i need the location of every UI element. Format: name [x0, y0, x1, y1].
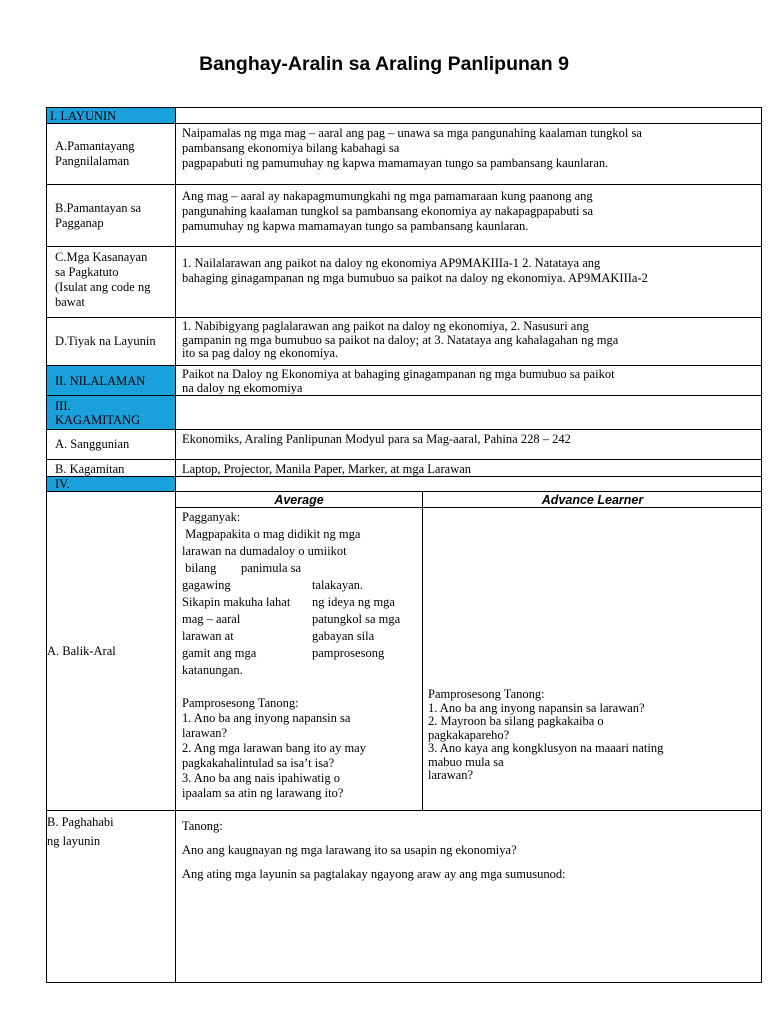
text-line: katanungan. [182, 663, 243, 677]
text-line: Magpapakita o mag didikit ng mga [182, 527, 361, 541]
mga-kasanayan-content [182, 256, 760, 286]
text-line: 1. Ano ba ang inyong napansin sa larawan? [428, 700, 645, 715]
text-line: pagkakapareho? [428, 727, 510, 742]
row-divider [46, 317, 762, 318]
text-line: patungkol sa mga [312, 612, 401, 626]
label-line: KAGAMITANG [55, 412, 141, 427]
row-divider [46, 246, 762, 247]
text-line: 3. Ano ba ang nais ipahiwatig o [182, 771, 340, 785]
nilalaman-content [182, 368, 760, 394]
text-line: Pagganyak: [182, 510, 241, 524]
content-line: pangunahing kaalaman tungkol sa pambansang ekonomiya ay nakapagpapabuti sa [182, 204, 593, 218]
row-divider [46, 810, 762, 811]
label-line: C.Mga Kasanayan [55, 250, 148, 264]
content-line: na daloy ng ekomomiya [182, 380, 303, 394]
label-line: (Isulat ang code ng [55, 280, 151, 294]
content-line: 1. Nabibigyang paglalarawan ang paikot na daloy ng ekonomiya, 2. Nasusuri ang [182, 320, 589, 333]
label-line: sa Pagkatuto [55, 265, 119, 279]
pamantayang-pangnilalaman-label [55, 139, 173, 169]
pamantayan-sa-pagganap-label [55, 201, 173, 231]
text-line: gagawing [182, 578, 231, 592]
text-line: larawan? [428, 768, 474, 782]
pamantayan-sa-pagganap-content [182, 189, 760, 234]
balik-aral-average-pagganyak [180, 510, 420, 682]
paghahabi-content [182, 819, 760, 882]
row-divider [46, 459, 762, 460]
content-line: ito sa pag daloy ng ekonomiya. [182, 346, 339, 360]
content-line: pamumuhay ng kapwa mamamayan tungo sa pambansang kaunlaran. [182, 219, 529, 233]
kagamitan-label: B. Kagamitan [55, 462, 125, 476]
content-line: bahaging ginagampanan ng mga bumubuo sa paikot na daloy ng ekonomiya. AP9MAKIIIa-2 [182, 271, 648, 285]
nilalaman-label: II. NILALAMAN [55, 374, 146, 388]
text-line: Pamprosesong Tanong: [182, 696, 299, 710]
content-line: 1. Nailalarawan ang paikot na daloy ng ekonomiya AP9MAKIIIa-1 2. Natataya ang [182, 256, 601, 270]
label-line: B.Pamantayan sa [55, 201, 142, 215]
mga-kasanayan-label [55, 250, 173, 310]
layunin-header: I. LAYUNIN [50, 109, 117, 123]
label-line: Pangnilalaman [55, 154, 130, 168]
kagamitan-content: Laptop, Projector, Manila Paper, Marker, at mga Larawan [182, 462, 472, 476]
text-line: 2. Ang mga larawan bang ito ay may [182, 741, 366, 755]
column-header-average: Average [274, 493, 324, 507]
text-line: larawan na dumadaloy o umiikot [182, 544, 347, 558]
column-header-advance-learner: Advance Learner [541, 493, 644, 507]
iv-header: IV. [55, 477, 70, 491]
content-line: Naipamalas ng mga mag – aaral ang pag – unawa sa mga pangunahing kaalaman tungkol sa [182, 126, 642, 140]
label-line: B. Paghahabi [47, 815, 114, 829]
text-line: ng ideya ng mga [312, 595, 395, 609]
text-line: panimula sa [241, 561, 302, 575]
text-line: gamit ang mga [182, 646, 257, 660]
paghahabi-label [47, 813, 174, 851]
text-line: pamprosesong [312, 646, 385, 660]
label-line: ng layunin [47, 834, 101, 848]
page-title: Banghay-Aralin sa Araling Panlipunan 9 [199, 53, 569, 75]
tiyak-na-layunin-label: D.Tiyak na Layunin [55, 334, 156, 348]
row-divider [46, 429, 762, 430]
text-line: pagkakahalintulad sa isa’t isa? [182, 756, 335, 770]
text-line: mabuo mula sa [428, 754, 504, 769]
sanggunian-label: A. Sanggunian [55, 437, 130, 451]
text-line: 1. Ano ba ang inyong napansin sa [182, 711, 351, 725]
row-divider [46, 395, 762, 396]
row-divider [46, 365, 762, 366]
text-line: Sikapin makuha lahat [182, 595, 291, 609]
balik-aral-label: A. Balik-Aral [47, 644, 116, 658]
column-divider [175, 107, 176, 983]
balik-aral-advance-questions [428, 688, 760, 783]
text-line: bilang [182, 561, 217, 575]
text-line: gabayan sila [312, 629, 375, 643]
text-line: 3. Ano kaya ang kongklusyon na maaari nating [428, 741, 664, 755]
sanggunian-content: Ekonomiks, Araling Panlipunan Modyul para sa Mag-aaral, Pahina 228 – 242 [182, 432, 571, 446]
row-divider [46, 184, 762, 185]
text-line: larawan at [182, 629, 234, 643]
content-line: pambansang ekonomiya bilang kabahagi sa [182, 141, 400, 155]
label-line: A.Pamantayang [55, 139, 135, 153]
tiyak-na-layunin-content [182, 320, 760, 364]
kagamitang-header [55, 400, 173, 427]
text-line: larawan? [182, 726, 228, 740]
text-line: mag – aaral [182, 612, 241, 626]
content-line: pagpapabuti ng pamumuhay ng kapwa mamamayan tungo sa pambansang kaunlaran. [182, 156, 609, 170]
text-line: talakayan. [312, 578, 364, 592]
balik-aral-average-questions [182, 696, 420, 801]
text-line: 2. Mayroon ba silang pagkakaiba o [428, 714, 604, 728]
column-divider [422, 491, 423, 810]
question-line: Ano ang kaugnayan ng mga larawang ito sa usapin ng ekonomiya? [182, 843, 517, 857]
text-line: Pamprosesong Tanong: [428, 688, 545, 701]
content-line: Ang mag – aaral ay nakapagmumungkahi ng mga pamamaraan kung paanong ang [182, 189, 593, 203]
tanong-label: Tanong: [182, 819, 223, 833]
content-line: gampanin ng mga bumubuo sa paikot na daloy; at 3. Natataya ang kahalagahan ng mga [182, 332, 619, 347]
question-line: Ang ating mga layunin sa pagtalakay ngayong araw ay ang mga sumusunod: [182, 867, 566, 881]
content-line: Paikot na Daloy ng Ekonomiya at bahaging ginagampanan ng mga bumubuo sa paikot [182, 368, 615, 381]
label-line: Pagganap [55, 216, 104, 230]
label-line: III. [55, 400, 71, 413]
text-line: ipaalam sa atin ng larawang ito? [182, 786, 344, 800]
pamantayang-pangnilalaman-content [182, 126, 760, 171]
label-line: bawat [55, 295, 85, 309]
